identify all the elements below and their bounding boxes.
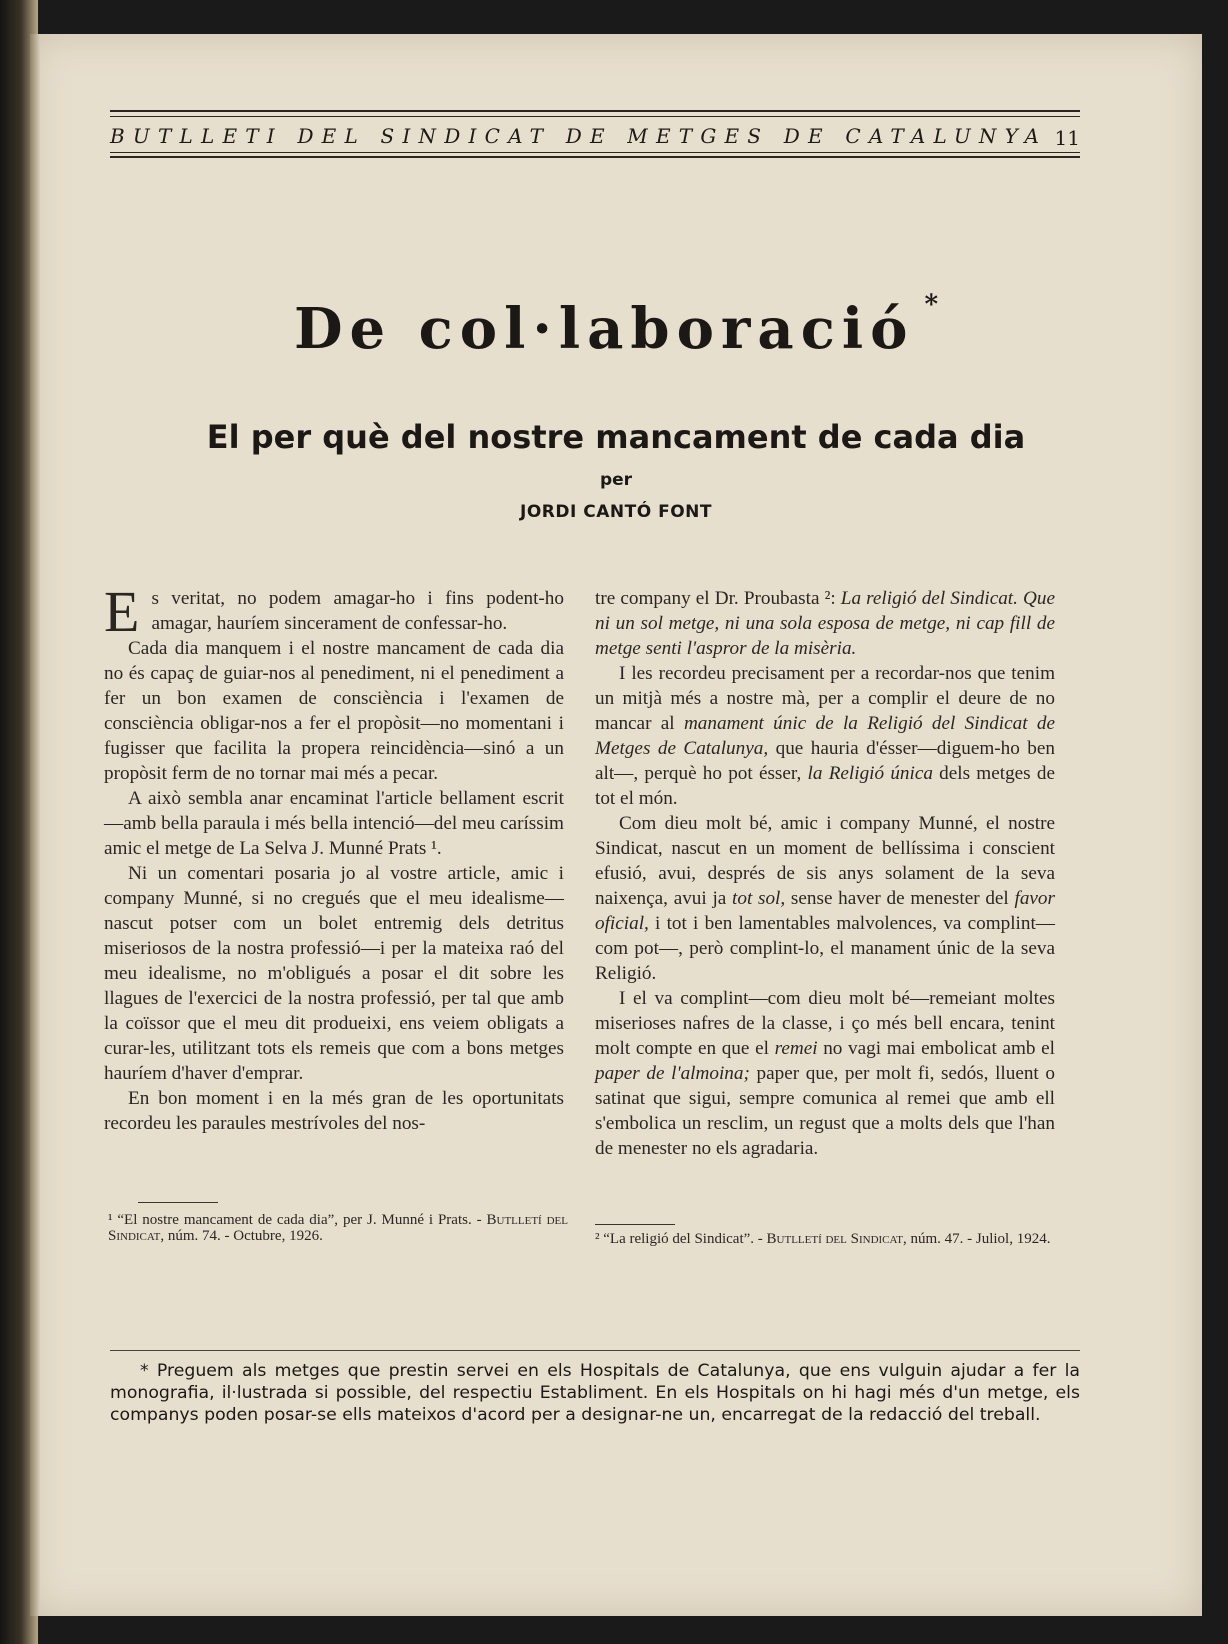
page-edge (30, 34, 40, 1616)
footnote-source: Butlletí del Sindicat (766, 1231, 903, 1247)
header-rule-bottom-thin (110, 152, 1080, 153)
text: i tot i ben lamentables malvolences, va complint—com pot—, però complint-lo, el manament únic de la seva Religió. (595, 913, 1055, 984)
paragraph: Ni un comentari posaria jo al vostre article, amic i company Munné, si no cregués que el meu idealisme—nascut potser com un bolet entremig dels detritus miseriosos de la nostra professió—i per la mateixa raó del meu idealisme, no m'obligués a posar el dit sobre les llagues de l'exercici de la nostra professió, per tal que amb la coïssor que el meu dit produeixi, ens veiem obligats a curar-les, utilitzant tots els remeis que com a bons metges hauríem d'haver d'emprar. (104, 863, 564, 1084)
page (30, 34, 1202, 1616)
italic-text: manament únic de la Religió del Sindicat de Metges de Catalunya, (595, 713, 1055, 759)
text: tre company el Dr. Proubasta ²: (595, 588, 841, 609)
italic-text: la Religió única (807, 763, 933, 784)
left-column (104, 579, 564, 1136)
text: I les recordeu precisament per a recordar-nos que tenim un mitjà més a nostre mà, per a complir el deure de no mancar al (595, 663, 1055, 734)
text: paper que, per molt fi, sedós, lluent o satinat que sigui, sempre comunica al remei que amb ell s'embolica un resclim, un regust que a molts dels que l'han de menester no els agradaria. (595, 1063, 1055, 1159)
footnote-text: ² “La religió del Sindicat”. - (595, 1231, 767, 1247)
article-title (30, 290, 1202, 362)
text: Com dieu molt bé, amic i company Munné, el nostre Sindicat, nascut en un moment de bellíssima i conscient efusió, avui, després de sis anys solament de la seva naixença, avui ja (595, 813, 1055, 909)
paragraph: En bon moment i en la més gran de les oportunitats recordeu les paraules mestrívoles del nos- (104, 1088, 564, 1134)
footnote-1 (108, 1212, 568, 1244)
paragraph (595, 811, 1055, 986)
journal-title: BUTLLETI DEL SINDICAT DE METGES DE CATALUNYA (110, 124, 1048, 148)
footnote-text: , núm. 47. - Juliol, 1924. (902, 1231, 1051, 1247)
header-rule-bottom (110, 156, 1080, 158)
paragraph: A això sembla anar encaminat l'article bellament escrit—amb bella paraula i més bella intenció—del meu caríssim amic el metge de La Selva J. Munné Prats ¹. (104, 788, 564, 859)
footnote-rule-left (138, 1202, 218, 1203)
italic-text: remei (774, 1038, 818, 1059)
italic-text: paper de l'almoina; (595, 1063, 750, 1084)
footnote-source: Butlletí del Sindicat (108, 1212, 568, 1244)
author-name: JORDI CANTÓ FONT (520, 502, 712, 522)
right-column (595, 586, 1055, 1161)
editorial-note (110, 1360, 1080, 1426)
editorial-note-text: * Preguem als metges que prestin servei en els Hospitals de Catalunya, que ens vulguin ajudar a fer la monografia, il·lustrada si possible, del respectiu Establiment. En els Hospitals on hi hagi més d'un metge, els companys poden posar-se ells mateixos d'acord per a designar-ne un, encarregat de la redacció del treball. (110, 1361, 1080, 1425)
text: dels metges de tot el món. (595, 763, 1055, 809)
paragraph: Cada dia manquem i el nostre mancament de cada dia no és capaç de guiar-nos al penediment, ni el penediment a fer un bon examen de consciència i l'examen de consciència obligar-nos a fer el propòsit—no momentani i fugisser que facilita la propera reincidència—sinó a un propòsit ferm de no tornar mai més a pecar. (104, 638, 564, 784)
italic-quote: La religió del Sindicat. Que ni un sol metge, ni una sola esposa de metge, ni cap fill de metge senti l'aspror de la misèria. (595, 588, 1055, 659)
text: sense haver de menester del (785, 888, 1015, 909)
paragraph (595, 586, 1055, 661)
text: que hauria d'ésser—diguem-ho ben alt—, perquè ho pot ésser, (595, 738, 1056, 784)
text: I el va complint—com dieu molt bé—remeiant moltes miserioses nafres de la classe, i ço més bell encara, tenint molt compte en que el (595, 988, 1055, 1059)
bottom-rule (110, 1350, 1080, 1351)
drop-cap: E (104, 579, 140, 644)
footnote-2 (595, 1231, 1055, 1247)
page-number: 11 (1054, 126, 1080, 150)
text: no vagi mai embolicat amb el (817, 1038, 1055, 1059)
article-subtitle: El per què del nostre mancament de cada dia (206, 418, 1026, 456)
footnote-text: ¹ “El nostre mancament de cada dia”, per J. Munné i Prats. - (108, 1212, 487, 1228)
running-header (110, 122, 1080, 152)
paragraph (595, 661, 1055, 811)
paragraph (595, 986, 1055, 1161)
header-rule-top-thin (110, 116, 1080, 117)
footnote-text: , núm. 74. - Octubre, 1926. (160, 1228, 323, 1244)
header-rule-top (110, 110, 1080, 112)
title-asterisk: * (924, 290, 939, 320)
paragraph-text: s veritat, no podem amagar-ho i fins podent-ho amagar, hauríem sincerament de confessar-ho. (151, 588, 564, 634)
footnote-rule-right (595, 1224, 675, 1225)
paragraph (104, 579, 564, 644)
italic-text: favor oficial, (595, 888, 1055, 934)
italic-text: tot sol, (732, 888, 786, 909)
byline-per: per (599, 470, 633, 490)
article-title-text: De col·laboració (293, 296, 915, 362)
